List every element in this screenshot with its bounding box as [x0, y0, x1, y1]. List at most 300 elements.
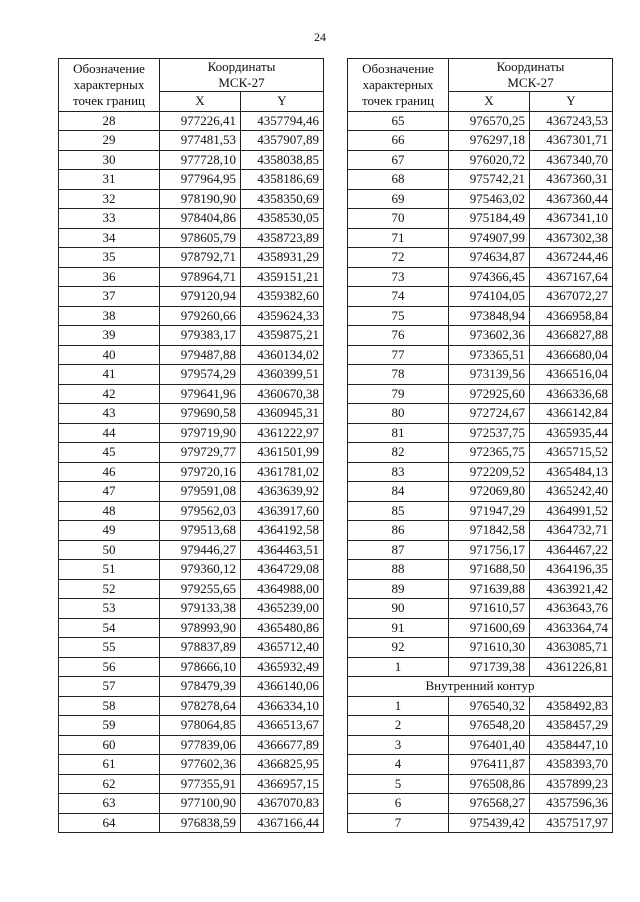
point-number-cell: 78 [348, 365, 449, 385]
x-coordinate-cell: 978792,71 [160, 248, 241, 268]
x-coordinate-cell: 976508,86 [449, 774, 530, 794]
table-row [59, 443, 324, 463]
point-number-cell: 85 [348, 501, 449, 521]
table-row [59, 599, 324, 619]
y-coordinate-cell: 4364196,35 [530, 560, 613, 580]
point-number-cell: 7 [348, 813, 449, 833]
table-row [348, 618, 613, 638]
point-number-cell: 79 [348, 384, 449, 404]
x-coordinate-cell: 974104,05 [449, 287, 530, 307]
x-coordinate-cell: 979133,38 [160, 599, 241, 619]
point-number-cell: 81 [348, 423, 449, 443]
y-coordinate-cell: 4366140,06 [241, 677, 324, 697]
table-row [348, 813, 613, 833]
point-number-cell: 46 [59, 462, 160, 482]
y-coordinate-cell: 4367341,10 [530, 209, 613, 229]
y-coordinate-cell: 4357596,36 [530, 794, 613, 814]
point-number-cell: 91 [348, 618, 449, 638]
point-number-cell: 28 [59, 111, 160, 131]
point-number-cell: 5 [348, 774, 449, 794]
point-number-cell: 58 [59, 696, 160, 716]
point-number-cell: 68 [348, 170, 449, 190]
table-row [348, 443, 613, 463]
coords-label-line2: МСК-27 [507, 75, 554, 90]
x-coordinate-cell: 973365,51 [449, 345, 530, 365]
y-coordinate-cell: 4367340,70 [530, 150, 613, 170]
x-coordinate-cell: 978666,10 [160, 657, 241, 677]
table-row [348, 560, 613, 580]
point-number-cell: 51 [59, 560, 160, 580]
y-coordinate-cell: 4358931,29 [241, 248, 324, 268]
table-row [59, 638, 324, 658]
x-coordinate-cell: 971842,58 [449, 521, 530, 541]
point-number-cell: 3 [348, 735, 449, 755]
x-coordinate-cell: 975463,02 [449, 189, 530, 209]
point-number-cell: 39 [59, 326, 160, 346]
point-number-cell: 77 [348, 345, 449, 365]
table-row [348, 111, 613, 131]
point-number-cell: 4 [348, 755, 449, 775]
y-column-header: Y [530, 92, 613, 112]
point-number-cell: 92 [348, 638, 449, 658]
point-label-line2: характерных [73, 76, 145, 92]
y-coordinate-cell: 4358492,83 [530, 696, 613, 716]
y-coordinate-cell: 4358038,85 [241, 150, 324, 170]
y-coordinate-cell: 4358393,70 [530, 755, 613, 775]
y-coordinate-cell: 4366516,04 [530, 365, 613, 385]
point-number-cell: 48 [59, 501, 160, 521]
coordinates-table-left [58, 58, 324, 833]
y-coordinate-cell: 4357907,89 [241, 131, 324, 151]
x-coordinate-cell: 979591,08 [160, 482, 241, 502]
y-coordinate-cell: 4367166,44 [241, 813, 324, 833]
y-coordinate-cell: 4358457,29 [530, 716, 613, 736]
x-coordinate-cell: 979487,88 [160, 345, 241, 365]
x-coordinate-cell: 977964,95 [160, 170, 241, 190]
table-row [59, 423, 324, 443]
point-number-cell: 60 [59, 735, 160, 755]
table-row [59, 209, 324, 229]
point-number-cell: 45 [59, 443, 160, 463]
table-row [348, 482, 613, 502]
table-row [59, 248, 324, 268]
y-coordinate-cell: 4365715,52 [530, 443, 613, 463]
point-label-header [348, 59, 449, 112]
point-number-cell: 84 [348, 482, 449, 502]
table-row [59, 501, 324, 521]
x-coordinate-cell: 976401,40 [449, 735, 530, 755]
x-coordinate-cell: 978190,90 [160, 189, 241, 209]
coords-label-line2: МСК-27 [218, 75, 265, 90]
point-number-cell: 29 [59, 131, 160, 151]
y-coordinate-cell: 4365932,49 [241, 657, 324, 677]
x-coordinate-cell: 975439,42 [449, 813, 530, 833]
table-row [348, 384, 613, 404]
y-coordinate-cell: 4366958,84 [530, 306, 613, 326]
table-row [59, 150, 324, 170]
x-coordinate-cell: 976568,27 [449, 794, 530, 814]
table-row [348, 248, 613, 268]
x-coordinate-cell: 971947,29 [449, 501, 530, 521]
x-column-header: X [449, 92, 530, 112]
point-number-cell: 66 [348, 131, 449, 151]
y-coordinate-cell: 4367244,46 [530, 248, 613, 268]
x-coordinate-cell: 979719,90 [160, 423, 241, 443]
point-number-cell: 86 [348, 521, 449, 541]
y-coordinate-cell: 4365935,44 [530, 423, 613, 443]
x-coordinate-cell: 972209,52 [449, 462, 530, 482]
point-number-cell: 88 [348, 560, 449, 580]
x-coordinate-cell: 979446,27 [160, 540, 241, 560]
table-row [348, 170, 613, 190]
y-coordinate-cell: 4357794,46 [241, 111, 324, 131]
table-row [59, 384, 324, 404]
table-row [348, 638, 613, 658]
point-number-cell: 74 [348, 287, 449, 307]
y-coordinate-cell: 4366957,15 [241, 774, 324, 794]
coords-label-line1: Координаты [207, 59, 276, 74]
point-label-line2: характерных [362, 76, 434, 92]
x-coordinate-cell: 979641,96 [160, 384, 241, 404]
x-coordinate-cell: 979260,66 [160, 306, 241, 326]
point-label-line3: точек границ [361, 92, 435, 108]
x-coordinate-cell: 977602,36 [160, 755, 241, 775]
x-coordinate-cell: 979690,58 [160, 404, 241, 424]
y-coordinate-cell: 4363643,76 [530, 599, 613, 619]
y-coordinate-cell: 4361222,97 [241, 423, 324, 443]
point-number-cell: 80 [348, 404, 449, 424]
table-row [59, 365, 324, 385]
y-coordinate-cell: 4367070,83 [241, 794, 324, 814]
y-coordinate-cell: 4358447,10 [530, 735, 613, 755]
point-number-cell: 44 [59, 423, 160, 443]
y-coordinate-cell: 4360945,31 [241, 404, 324, 424]
table-row [348, 579, 613, 599]
point-number-cell: 70 [348, 209, 449, 229]
y-coordinate-cell: 4367243,53 [530, 111, 613, 131]
point-number-cell: 40 [59, 345, 160, 365]
point-number-cell: 38 [59, 306, 160, 326]
x-coordinate-cell: 972724,67 [449, 404, 530, 424]
table-row [59, 267, 324, 287]
table-row [348, 462, 613, 482]
point-label-line3: точек границ [72, 92, 146, 108]
y-coordinate-cell: 4359151,21 [241, 267, 324, 287]
point-label-line1: Обозначение [73, 60, 145, 76]
table-row [59, 228, 324, 248]
table-row [59, 326, 324, 346]
table-row [348, 189, 613, 209]
y-coordinate-cell: 4363921,42 [530, 579, 613, 599]
point-number-cell: 54 [59, 618, 160, 638]
point-number-cell: 37 [59, 287, 160, 307]
y-coordinate-cell: 4359875,21 [241, 326, 324, 346]
table-row [59, 404, 324, 424]
y-coordinate-cell: 4358186,69 [241, 170, 324, 190]
y-coordinate-cell: 4358350,69 [241, 189, 324, 209]
table-row [348, 794, 613, 814]
x-coordinate-cell: 971756,17 [449, 540, 530, 560]
table-row [348, 131, 613, 151]
table-row [348, 150, 613, 170]
table-row [59, 735, 324, 755]
x-coordinate-cell: 972925,60 [449, 384, 530, 404]
y-coordinate-cell: 4366825,95 [241, 755, 324, 775]
point-number-cell: 41 [59, 365, 160, 385]
point-number-cell: 82 [348, 443, 449, 463]
point-number-cell: 87 [348, 540, 449, 560]
x-coordinate-cell: 972365,75 [449, 443, 530, 463]
table-row [59, 794, 324, 814]
section-header-row [348, 677, 613, 697]
x-coordinate-cell: 972537,75 [449, 423, 530, 443]
y-coordinate-cell: 4364732,71 [530, 521, 613, 541]
y-coordinate-cell: 4358723,89 [241, 228, 324, 248]
x-coordinate-cell: 978964,71 [160, 267, 241, 287]
table-row [59, 540, 324, 560]
y-coordinate-cell: 4360134,02 [241, 345, 324, 365]
x-coordinate-cell: 976297,18 [449, 131, 530, 151]
coords-header [449, 59, 613, 92]
x-coordinate-cell: 976411,87 [449, 755, 530, 775]
point-label-header [59, 59, 160, 112]
table-row [59, 696, 324, 716]
x-coordinate-cell: 979574,29 [160, 365, 241, 385]
y-coordinate-cell: 4357517,97 [530, 813, 613, 833]
y-coordinate-cell: 4364988,00 [241, 579, 324, 599]
y-coordinate-cell: 4367360,44 [530, 189, 613, 209]
point-number-cell: 61 [59, 755, 160, 775]
y-coordinate-cell: 4366680,04 [530, 345, 613, 365]
point-number-cell: 31 [59, 170, 160, 190]
y-coordinate-cell: 4360670,38 [241, 384, 324, 404]
x-coordinate-cell: 976838,59 [160, 813, 241, 833]
y-coordinate-cell: 4364467,22 [530, 540, 613, 560]
x-coordinate-cell: 978993,90 [160, 618, 241, 638]
y-coordinate-cell: 4358530,05 [241, 209, 324, 229]
x-coordinate-cell: 971688,50 [449, 560, 530, 580]
x-coordinate-cell: 971739,38 [449, 657, 530, 677]
x-coordinate-cell: 979120,94 [160, 287, 241, 307]
x-coordinate-cell: 978404,86 [160, 209, 241, 229]
point-number-cell: 72 [348, 248, 449, 268]
y-coordinate-cell: 4361501,99 [241, 443, 324, 463]
table-row [59, 306, 324, 326]
table-row [348, 209, 613, 229]
x-coordinate-cell: 974634,87 [449, 248, 530, 268]
left-table-body [59, 111, 324, 833]
point-number-cell: 1 [348, 657, 449, 677]
x-coordinate-cell: 973848,94 [449, 306, 530, 326]
table-row [348, 755, 613, 775]
y-coordinate-cell: 4364729,08 [241, 560, 324, 580]
table-row [59, 287, 324, 307]
table-row [59, 462, 324, 482]
point-number-cell: 56 [59, 657, 160, 677]
x-coordinate-cell: 976540,32 [449, 696, 530, 716]
y-coordinate-cell: 4367301,71 [530, 131, 613, 151]
table-row [59, 189, 324, 209]
point-number-cell: 43 [59, 404, 160, 424]
page-number: 24 [314, 30, 326, 44]
x-coordinate-cell: 979729,77 [160, 443, 241, 463]
table-row [348, 345, 613, 365]
table-row [348, 306, 613, 326]
y-coordinate-cell: 4366827,88 [530, 326, 613, 346]
right-table-body [348, 111, 613, 833]
coords-header [160, 59, 324, 92]
table-row [348, 716, 613, 736]
y-coordinate-cell: 4366677,89 [241, 735, 324, 755]
y-coordinate-cell: 4364463,51 [241, 540, 324, 560]
point-number-cell: 1 [348, 696, 449, 716]
table-row [348, 267, 613, 287]
x-column-header: X [160, 92, 241, 112]
x-coordinate-cell: 973139,56 [449, 365, 530, 385]
point-number-cell: 2 [348, 716, 449, 736]
y-coordinate-cell: 4361226,81 [530, 657, 613, 677]
table-row [59, 521, 324, 541]
table-row [348, 696, 613, 716]
x-coordinate-cell: 978064,85 [160, 716, 241, 736]
y-coordinate-cell: 4366142,84 [530, 404, 613, 424]
table-row [348, 599, 613, 619]
x-coordinate-cell: 971639,88 [449, 579, 530, 599]
x-coordinate-cell: 977355,91 [160, 774, 241, 794]
table-row [59, 813, 324, 833]
table-row [348, 326, 613, 346]
x-coordinate-cell: 974907,99 [449, 228, 530, 248]
point-label-line1: Обозначение [362, 60, 434, 76]
y-coordinate-cell: 4363364,74 [530, 618, 613, 638]
y-coordinate-cell: 4365480,86 [241, 618, 324, 638]
point-number-cell: 53 [59, 599, 160, 619]
point-number-cell: 75 [348, 306, 449, 326]
x-coordinate-cell: 971610,57 [449, 599, 530, 619]
point-number-cell: 52 [59, 579, 160, 599]
y-coordinate-cell: 4363917,60 [241, 501, 324, 521]
x-coordinate-cell: 975742,21 [449, 170, 530, 190]
y-coordinate-cell: 4365484,13 [530, 462, 613, 482]
x-coordinate-cell: 979513,68 [160, 521, 241, 541]
point-number-cell: 73 [348, 267, 449, 287]
y-coordinate-cell: 4367167,64 [530, 267, 613, 287]
y-coordinate-cell: 4367302,38 [530, 228, 613, 248]
point-number-cell: 32 [59, 189, 160, 209]
table-row [59, 345, 324, 365]
table-row [59, 755, 324, 775]
y-coordinate-cell: 4361781,02 [241, 462, 324, 482]
point-number-cell: 63 [59, 794, 160, 814]
x-coordinate-cell: 978837,89 [160, 638, 241, 658]
table-row [59, 657, 324, 677]
table-row [348, 423, 613, 443]
y-coordinate-cell: 4367072,27 [530, 287, 613, 307]
x-coordinate-cell: 976570,25 [449, 111, 530, 131]
coords-label-line1: Координаты [496, 59, 565, 74]
x-coordinate-cell: 979255,65 [160, 579, 241, 599]
point-number-cell: 57 [59, 677, 160, 697]
y-coordinate-cell: 4363085,71 [530, 638, 613, 658]
x-coordinate-cell: 979720,16 [160, 462, 241, 482]
x-coordinate-cell: 971610,30 [449, 638, 530, 658]
point-number-cell: 50 [59, 540, 160, 560]
y-column-header: Y [241, 92, 324, 112]
table-row [59, 170, 324, 190]
table-row [348, 521, 613, 541]
x-coordinate-cell: 972069,80 [449, 482, 530, 502]
x-coordinate-cell: 977226,41 [160, 111, 241, 131]
x-coordinate-cell: 977100,90 [160, 794, 241, 814]
table-row [59, 677, 324, 697]
point-number-cell: 6 [348, 794, 449, 814]
point-number-cell: 69 [348, 189, 449, 209]
y-coordinate-cell: 4360399,51 [241, 365, 324, 385]
table-row [348, 228, 613, 248]
point-number-cell: 33 [59, 209, 160, 229]
inner-contour-title: Внутренний контур [348, 677, 613, 697]
y-coordinate-cell: 4364192,58 [241, 521, 324, 541]
table-row [348, 774, 613, 794]
point-number-cell: 65 [348, 111, 449, 131]
y-coordinate-cell: 4365242,40 [530, 482, 613, 502]
point-number-cell: 49 [59, 521, 160, 541]
y-coordinate-cell: 4367360,31 [530, 170, 613, 190]
table-row [348, 287, 613, 307]
point-number-cell: 36 [59, 267, 160, 287]
table-row [59, 618, 324, 638]
point-number-cell: 55 [59, 638, 160, 658]
x-coordinate-cell: 975184,49 [449, 209, 530, 229]
table-row [59, 131, 324, 151]
x-coordinate-cell: 971600,69 [449, 618, 530, 638]
y-coordinate-cell: 4364991,52 [530, 501, 613, 521]
y-coordinate-cell: 4366513,67 [241, 716, 324, 736]
y-coordinate-cell: 4365239,00 [241, 599, 324, 619]
x-coordinate-cell: 978479,39 [160, 677, 241, 697]
coordinates-table-right [347, 58, 613, 833]
table-row [348, 404, 613, 424]
table-row [59, 482, 324, 502]
point-number-cell: 90 [348, 599, 449, 619]
y-coordinate-cell: 4366336,68 [530, 384, 613, 404]
point-number-cell: 35 [59, 248, 160, 268]
table-row [59, 560, 324, 580]
point-number-cell: 83 [348, 462, 449, 482]
y-coordinate-cell: 4363639,92 [241, 482, 324, 502]
y-coordinate-cell: 4365712,40 [241, 638, 324, 658]
y-coordinate-cell: 4359382,60 [241, 287, 324, 307]
x-coordinate-cell: 979360,12 [160, 560, 241, 580]
x-coordinate-cell: 974366,45 [449, 267, 530, 287]
y-coordinate-cell: 4359624,33 [241, 306, 324, 326]
point-number-cell: 47 [59, 482, 160, 502]
y-coordinate-cell: 4366334,10 [241, 696, 324, 716]
x-coordinate-cell: 979383,17 [160, 326, 241, 346]
x-coordinate-cell: 979562,03 [160, 501, 241, 521]
point-number-cell: 64 [59, 813, 160, 833]
x-coordinate-cell: 973602,36 [449, 326, 530, 346]
x-coordinate-cell: 976020,72 [449, 150, 530, 170]
point-number-cell: 30 [59, 150, 160, 170]
x-coordinate-cell: 977481,53 [160, 131, 241, 151]
point-number-cell: 67 [348, 150, 449, 170]
table-row [59, 111, 324, 131]
x-coordinate-cell: 978605,79 [160, 228, 241, 248]
table-row [59, 716, 324, 736]
x-coordinate-cell: 976548,20 [449, 716, 530, 736]
point-number-cell: 89 [348, 579, 449, 599]
